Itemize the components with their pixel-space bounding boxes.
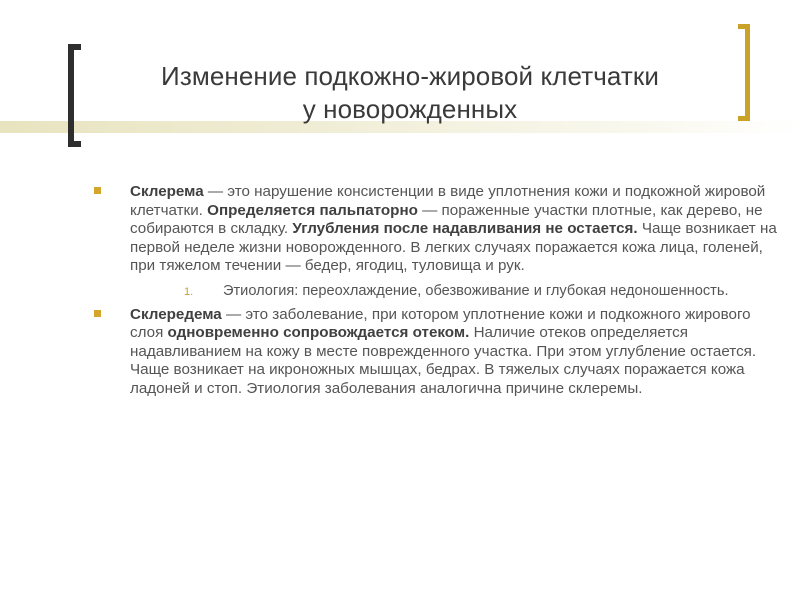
text-segment: — это нарушение консистенции в виде уплотнения кожи и подкожной жировой клетчатки. [130,183,766,219]
sub-item-etiology [130,282,778,301]
term-scleredema: Склередема [130,305,222,323]
text-segment: Наличие отеков определяется надавливанием на кожу в месте поврежденного участка. При этом углубление остается. Чаще возникает на икроножных мышцах, бедрах. В тяжелых случаях поражается кожа ладоней и стоп. Этиология заболевания аналогична причине склеремы. [130,324,757,397]
sub-item-number: 1. [184,285,194,298]
bullet-item-scleredema [118,306,778,399]
emphasis-edema: одновременно сопровождается отеком. [167,324,470,342]
left-bracket-decoration [68,44,81,147]
slide-title [90,60,730,126]
emphasis-palpation: Определяется пальпаторно [207,201,423,219]
emphasis-no-pit: Углубления после надавливания не остается. [292,220,638,238]
text-segment: Чаще возникает на первой неделе жизни новорожденного. В легких случаях поражается кожа лица, голеней, при тяжелом течении — бедер, ягодиц, туловища и рук. [130,220,777,275]
sub-item-text: Этиология: переохлаждение, обезвоживание и глубокая недоношенность. [223,282,729,299]
term-sclerema: Склерема [130,183,208,200]
right-bracket-decoration [738,24,750,121]
bullet-item-sclerema [118,183,778,301]
title-line-2: у новорожденных [302,94,518,124]
text-segment: — пораженные участки плотные, как дерево, не собираются в складку. [130,201,763,238]
bullet-square-icon [94,187,101,194]
bullet-square-icon [94,310,101,317]
slide-content [118,183,778,399]
title-line-1: Изменение подкожно-жировой клетчатки [161,61,659,91]
text-segment: — это заболевание, при котором уплотнение кожи и подкожного жирового слоя [130,305,751,342]
